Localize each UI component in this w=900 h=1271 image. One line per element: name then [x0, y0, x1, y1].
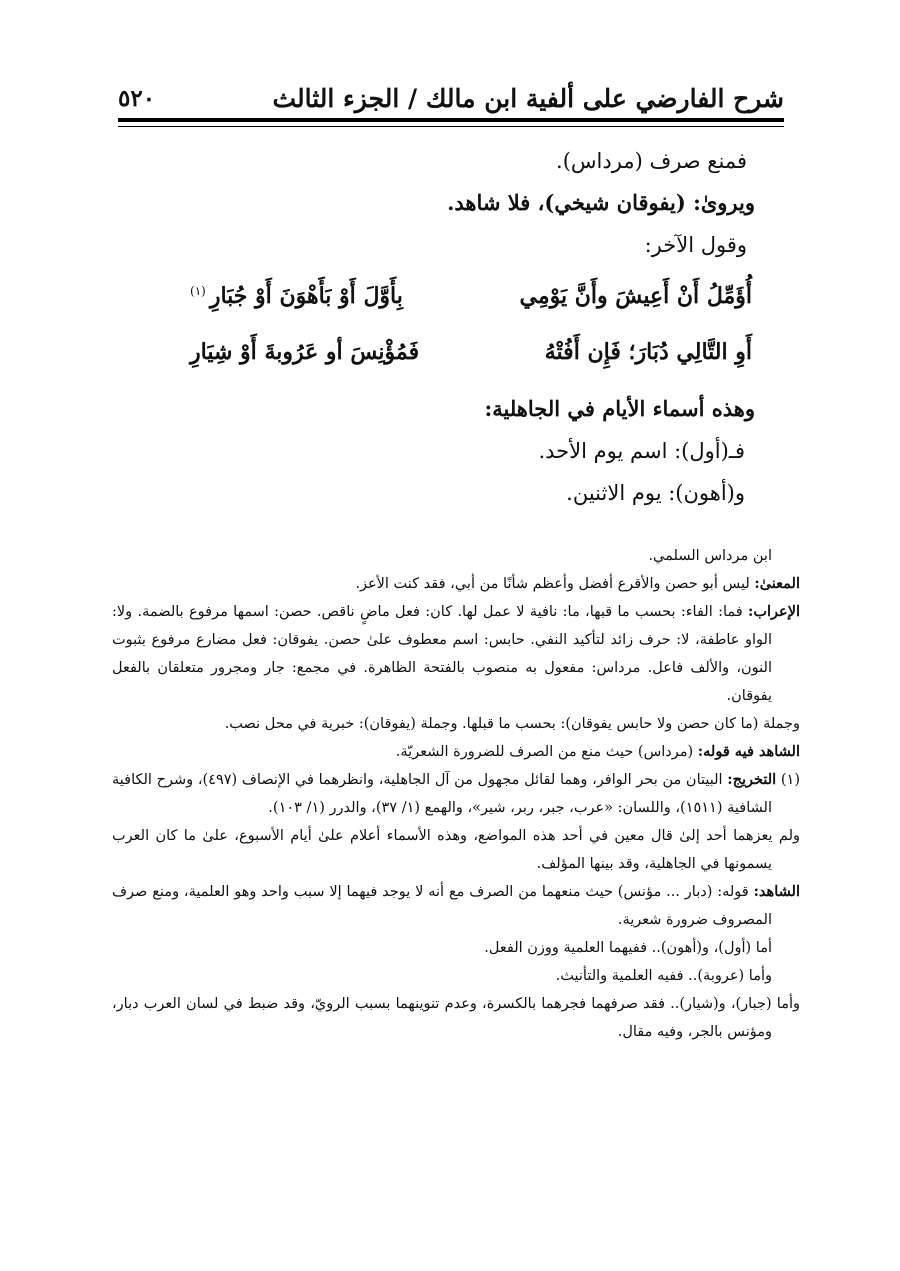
- footnote-line: أما (أول)، و(أهون).. ففيهما العلمية ووزن الفعل.: [484, 940, 772, 956]
- footnote-line: وأما (جبار)، و(شيار).. فقد صرفهما فجرهما بالكسرة، وعدم تنوينهما بسبب الرويّ، وقد ضبط في لسان العرب دبار، ومؤنس بالجر، وفيه مقال.: [112, 996, 800, 1040]
- list-item: و(أهون): يوم الاثنين.: [566, 481, 745, 505]
- footnote-witness: الشاهد فيه قوله: (مرداس) حيث منع من الصرف للضرورة الشعريّة.: [395, 743, 800, 760]
- footnote-marker: (١): [190, 283, 206, 298]
- footnote-parsing: الإعراب: فما: الفاء: بحسب ما قبها، ما: نافية لا عمل لها. كان: فعل ماضٍ ناقص. حصن: اسمها مرفوع بالضمة. ولا: الواو عاطفة، لا: حرف زائد لتأكيد النفي. حابس: اسم معطوف علىٰ حصن. يفوقان: فعل مضارع مرفوع بثبوت النون، والألف فاعل. مرداس: مفعول به منصوب بالفتحة الظاهرة. في مجمع: جار ومجرور متعلقان بالفعل يفوقان.: [112, 603, 800, 704]
- footnote-line: وجملة (ما كان حصن ولا حابس يفوقان): بحسب ما قبلها. وجملة (يفوقان): خبرية في محل نصب.: [224, 716, 800, 732]
- text-line: ويروىٰ: (يفوقان شيخي)، فلا شاهد.: [447, 190, 755, 215]
- footnote-takhrij: (١) التخريج: البيتان من بحر الوافر، وهما لقائل مجهول من آل الجاهلية، وانظرهما في الإنصاف (٤٩٧)، وشرح الكافية الشافية (١٥١١)، واللسان: «عرب، جبر، ربر، شير»، والهمع (١/ ٣٧)، والدرر (١/ ١٠٣).: [112, 771, 801, 816]
- days-section: [120, 388, 755, 514]
- footnotes: [112, 542, 800, 1046]
- main-text: [120, 140, 755, 266]
- section-heading: وهذه أسماء الأيام في الجاهلية:: [484, 396, 755, 421]
- verse-line: [190, 328, 752, 376]
- header-rule-thick: [118, 118, 784, 122]
- verse-second-hemistich: فَمُؤْنِسَ أو عَرُوبةَ أَوْ شِيَارِ: [190, 339, 420, 365]
- running-title: شرح الفارضي على ألفية ابن مالك / الجزء الثالث: [272, 83, 784, 113]
- footnote-witness: الشاهد: قوله: (دبار ... مؤنس) حيث منعهما من الصرف مع أنه لا يوجد فيهما إلا سبب واحد وهو العلمية، ومنع صرف المصروف ضرورة شعرية.: [112, 883, 800, 928]
- text-line: فمنع صرف (مرداس).: [556, 149, 747, 173]
- verse-second-hemistich: بِأَوَّلَ أَوْ بَأَهْوَنَ أَوْ جُبَارِ$^{(١)}$: [190, 283, 403, 309]
- header-rule-thin: [118, 126, 784, 127]
- footnote-line: وأما (عروبة).. ففيه العلمية والتأنيث.: [555, 968, 772, 984]
- verse-first-hemistich: أَوِ التَّالِي دُبَارَ؛ فَإِن أَفُتْهُ: [544, 339, 752, 365]
- list-item: فـ(أول): اسم يوم الأحد.: [538, 439, 745, 463]
- page-number: ٥٢٠: [118, 84, 156, 112]
- text-line: وقول الآخر:: [644, 233, 747, 257]
- footnote-meaning: المعنىٰ: ليس أبو حصن والأقرع أفضل وأعظم شأنًا من أبي، فقد كنت الأعز.: [355, 575, 800, 592]
- footnote-line: ابن مرداس السلمي.: [648, 548, 772, 564]
- verse-line: [190, 272, 752, 320]
- page-header: [118, 78, 784, 118]
- footnote-line: ولم يعزهما أحد إلىٰ قال معين في أحد هذه المواضع، وهذه الأسماء أعلام علىٰ أيام الأسبوع، علىٰ ما كان العرب يسمونها في الجاهلية، وقد بينها المؤلف.: [112, 828, 800, 872]
- verse-first-hemistich: أُؤَمِّلُ أَنْ أَعِيشَ وأَنَّ يَوْمِي: [519, 283, 752, 309]
